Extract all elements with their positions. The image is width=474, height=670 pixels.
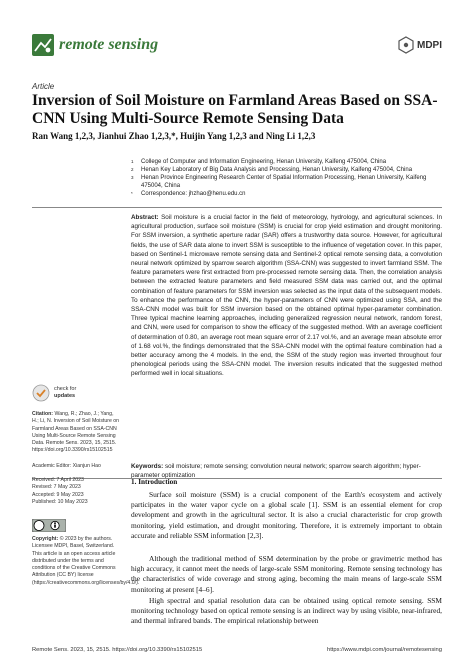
affiliation: 2 Henan Key Laboratory of Big Data Analysis and Processing, Henan University, Kaifeng 475004, China <box>131 167 413 173</box>
copyright <box>32 536 140 587</box>
section-title: 1. Introduction <box>131 478 178 486</box>
check-updates-label: check for updates <box>54 386 77 399</box>
citation-label: Citation: <box>32 411 54 417</box>
received-date: Received: 7 April 2023 <box>32 477 84 483</box>
publication-dates <box>32 477 120 506</box>
intro-paragraph-1: Surface soil moisture (SSM) is a crucial component of the Earth's ecosystem and actively participates in the water vapor cycle on a global scale [1]. SSM is an essential element for crop development and growth in the agricultural sector. It is also a crucial characteristic for crop growth monitoring, yield estimation, and drought monitoring. Therefore, it is extremely important to obtain accurate and reliable SSM information [2,3]. <box>131 490 442 540</box>
publisher-name: MDPI <box>417 39 442 51</box>
author-list: Ran Wang 1,2,3, Jianhui Zhao 1,2,3,*, Huijin Yang 1,2,3 and Ning Li 1,2,3 <box>32 131 316 141</box>
citation-text: Wang, R.; Zhao, J.; Yang, H.; Li, N. Inversion of Soil Moisture on Farmland Areas Based on SSA-CNN Using Multi-Source Remote Sensing Data. Remote Sens. 2023, 15, 2515. https://doi.org/10.3390/rs15102515 <box>32 411 120 454</box>
cc-by-license-icon[interactable] <box>32 519 66 532</box>
intro-paragraph-3: High spectral and spatial resolution data can be obtained using optical remote sensing. SSM monitoring technology based on optical remote sensing is an indirect way by using visible, near-infrared, and thermal infrared bands. The empirical relationship between <box>131 596 442 626</box>
keywords-text: soil moisture; remote sensing; convolution neural network; sparrow search algorithm; hyper-parameter optimization <box>131 463 421 480</box>
abstract-label: Abstract: <box>131 214 159 221</box>
footer-journal-link[interactable]: https://www.mdpi.com/journal/remotesensing <box>326 647 442 653</box>
copyright-text: © 2023 by the authors. Licensee MDPI, Basel, Switzerland. This article is an open access article distributed under the terms and conditions of the Creative Commons Attribution (CC BY) license (https://creativecommons.org/licenses/by/4.0/). <box>32 536 140 586</box>
check-for-updates-button[interactable] <box>32 384 92 406</box>
journal-header <box>32 34 442 56</box>
article-type: Article <box>32 82 55 91</box>
publisher-logo <box>397 36 442 54</box>
copyright-label: Copyright: <box>32 536 59 542</box>
footer-citation: Remote Sens. 2023, 15, 2515. https://doi.org/10.3390/rs15102515 <box>32 647 203 653</box>
intro-paragraph-2: Although the traditional method of SSM determination by the probe or gravimetric method has high accuracy, it cannot meet the needs of large-scale SSM monitoring. Remote sensing technology has the characteristics of wide coverage and strong aging, becoming the main means of large-scale SSM monitoring at present [4–6]. <box>131 554 442 594</box>
abstract-top-divider <box>32 207 442 208</box>
published-date: Published: 10 May 2023 <box>32 498 88 505</box>
academic-editor: Academic Editor: Xianjun Hao <box>32 463 101 469</box>
paper-title: Inversion of Soil Moisture on Farmland Areas Based on SSA-CNN Using Multi-Source Remote Sensing Data <box>32 92 438 127</box>
correspondence: * Correspondence: jhzhao@henu.edu.cn <box>131 191 246 197</box>
citation <box>32 411 120 455</box>
accepted-date: Accepted: 9 May 2023 <box>32 491 84 498</box>
mdpi-mark-icon <box>397 36 415 54</box>
journal-name: remote sensing <box>59 36 159 53</box>
affiliation: 1 College of Computer and Information Engineering, Henan University, Kaifeng 475004, China <box>131 159 387 165</box>
abstract <box>131 213 442 379</box>
check-updates-icon <box>32 384 50 402</box>
affiliation: 3 Henan Province Engineering Research Center of Spatial Information Processing, Henan University, Kaifeng 475004, China <box>131 175 427 189</box>
abstract-text: Soil moisture is a crucial factor in the field of meteorology, hydrology, and agricultural sciences. In agricultural production, surface soil moisture (SSM) is crucial for crop yield estimation and drought monitoring. For SSM inversion, a synthetic aperture radar (SAR) offers a trustworthy data source. However, for agricultural fields, the use of SAR data alone to invert SSM is susceptible to the influence of vegetation cover. In this paper, based on Sentinel-1 microwave remote sensing data and Sentinel-2 optical remote sensing data, a convolution neural network optimized by sparrow search algorithm (SSA-CNN) was suggested to invert farmland SSM. The feature parameters were first extracted from pre-processed remote sensing data. Then, the correlation analysis between the extracted feature parameters and field measured SSM data was carried out, and the optimal combination of feature parameters for SSM inversion was selected as the input data of the subsequent models. To enhance the performance of the CNN, the hyper-parameters of CNN were optimized using SSA, and the SSA-CNN model was built for SSM inversion based on the obtained optimal hyper-parameter combination. Three typical machine learning approaches, including generalized regression neural network, random forest, and CNN, were used for comparison to show the efficacy of the suggested method. With an average coefficient of determination of 0.80, an average root mean square error of 2.17 vol.%, and an average mean absolute error of 1.68 vol.%, the findings demonstrated that the SSA-CNN model with the optimal feature combination had a better accuracy among the 4 models. In the end, the SSM of the study region was inverted throughout four phenological periods using the SSA-CNN model. The inversion results indicated that the suggested method performed well in local situations. <box>131 214 442 378</box>
affiliations <box>131 158 441 198</box>
revised-date: Revised: 7 May 2023 <box>32 484 81 491</box>
keywords-label: Keywords: <box>131 463 164 470</box>
journal-logo-icon <box>32 34 54 56</box>
